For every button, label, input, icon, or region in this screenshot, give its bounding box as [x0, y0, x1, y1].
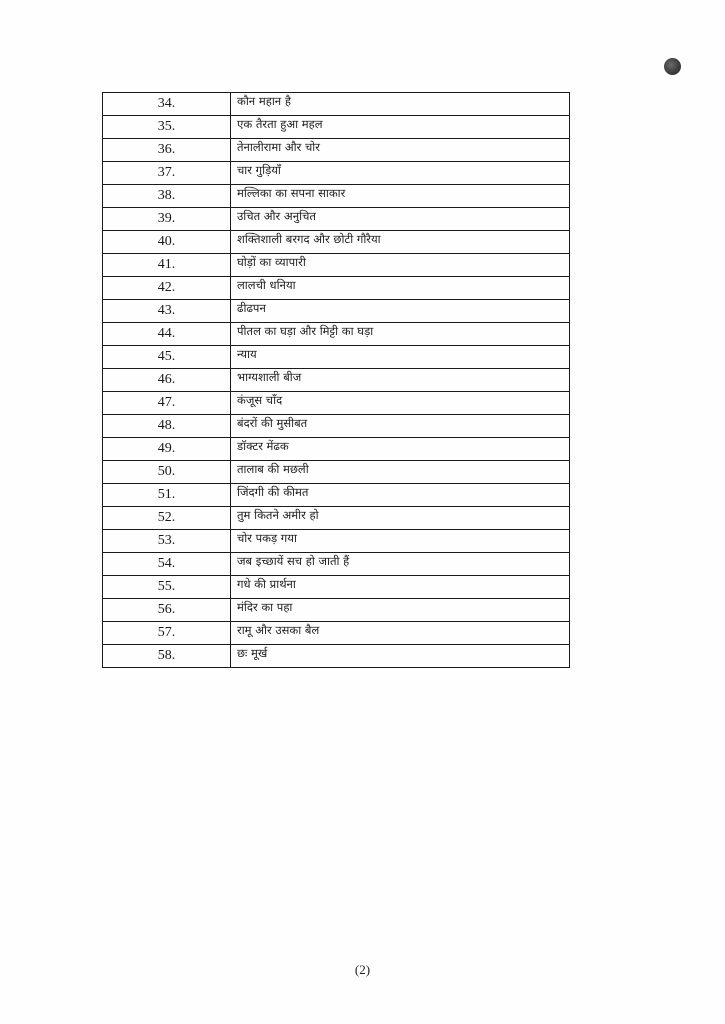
table-row — [103, 346, 570, 369]
table-row — [103, 622, 570, 645]
row-number: 37. — [103, 162, 231, 185]
story-title: डॉक्टर मेंढक — [231, 438, 570, 461]
row-number: 56. — [103, 599, 231, 622]
story-title: गधे की प्रार्थना — [231, 576, 570, 599]
table-row — [103, 415, 570, 438]
row-number: 39. — [103, 208, 231, 231]
story-title: तेनालीरामा और चोर — [231, 139, 570, 162]
row-number: 49. — [103, 438, 231, 461]
story-title: कंजूस चाँद — [231, 392, 570, 415]
row-number: 55. — [103, 576, 231, 599]
table-row — [103, 116, 570, 139]
story-title: पीतल का घड़ा और मिट्टी का घड़ा — [231, 323, 570, 346]
story-title: भाग्यशाली बीज — [231, 369, 570, 392]
table-row — [103, 599, 570, 622]
table-row — [103, 231, 570, 254]
table-row — [103, 277, 570, 300]
story-list-body — [103, 93, 570, 668]
table-row — [103, 323, 570, 346]
story-title: शक्तिशाली बरगद और छोटी गौरैया — [231, 231, 570, 254]
row-number: 45. — [103, 346, 231, 369]
story-title: जब इच्छायें सच हो जाती हैं — [231, 553, 570, 576]
row-number: 52. — [103, 507, 231, 530]
row-number: 58. — [103, 645, 231, 668]
story-title: कौन महान है — [231, 93, 570, 116]
row-number: 40. — [103, 231, 231, 254]
row-number: 51. — [103, 484, 231, 507]
table-row — [103, 461, 570, 484]
row-number: 36. — [103, 139, 231, 162]
story-title: छः मूर्ख — [231, 645, 570, 668]
row-number: 42. — [103, 277, 231, 300]
row-number: 46. — [103, 369, 231, 392]
story-title: घोड़ों का व्यापारी — [231, 254, 570, 277]
row-number: 47. — [103, 392, 231, 415]
story-title: चोर पकड़ गया — [231, 530, 570, 553]
story-title: बंदरों की मुसीबत — [231, 415, 570, 438]
table-row — [103, 576, 570, 599]
table-row — [103, 369, 570, 392]
table-row — [103, 185, 570, 208]
story-title: तालाब की मछली — [231, 461, 570, 484]
story-title: न्याय — [231, 346, 570, 369]
row-number: 54. — [103, 553, 231, 576]
table-row — [103, 507, 570, 530]
row-number: 43. — [103, 300, 231, 323]
story-title: उचित और अनुचित — [231, 208, 570, 231]
story-list-table — [102, 92, 570, 668]
story-title: तुम कितने अमीर हो — [231, 507, 570, 530]
table-row — [103, 553, 570, 576]
row-number: 34. — [103, 93, 231, 116]
table-row — [103, 208, 570, 231]
table-row — [103, 93, 570, 116]
story-title: मल्लिका का सपना साकार — [231, 185, 570, 208]
table-row — [103, 645, 570, 668]
table-row — [103, 254, 570, 277]
row-number: 53. — [103, 530, 231, 553]
table-row — [103, 438, 570, 461]
story-title: चार गुड़ियाँ — [231, 162, 570, 185]
row-number: 41. — [103, 254, 231, 277]
table-row — [103, 530, 570, 553]
table-row — [103, 162, 570, 185]
punch-hole-mark — [664, 58, 681, 75]
table-row — [103, 392, 570, 415]
row-number: 50. — [103, 461, 231, 484]
story-title: लालची धनिया — [231, 277, 570, 300]
story-title: रामू और उसका बैल — [231, 622, 570, 645]
story-title: एक तैरता हुआ महल — [231, 116, 570, 139]
row-number: 44. — [103, 323, 231, 346]
table-row — [103, 139, 570, 162]
story-title: ढीढपन — [231, 300, 570, 323]
page-number: (2) — [354, 962, 371, 977]
row-number: 48. — [103, 415, 231, 438]
story-title: मंदिर का पहा — [231, 599, 570, 622]
row-number: 57. — [103, 622, 231, 645]
row-number: 38. — [103, 185, 231, 208]
table-row — [103, 300, 570, 323]
row-number: 35. — [103, 116, 231, 139]
story-title: जिंदगी की कीमत — [231, 484, 570, 507]
table-row — [103, 484, 570, 507]
